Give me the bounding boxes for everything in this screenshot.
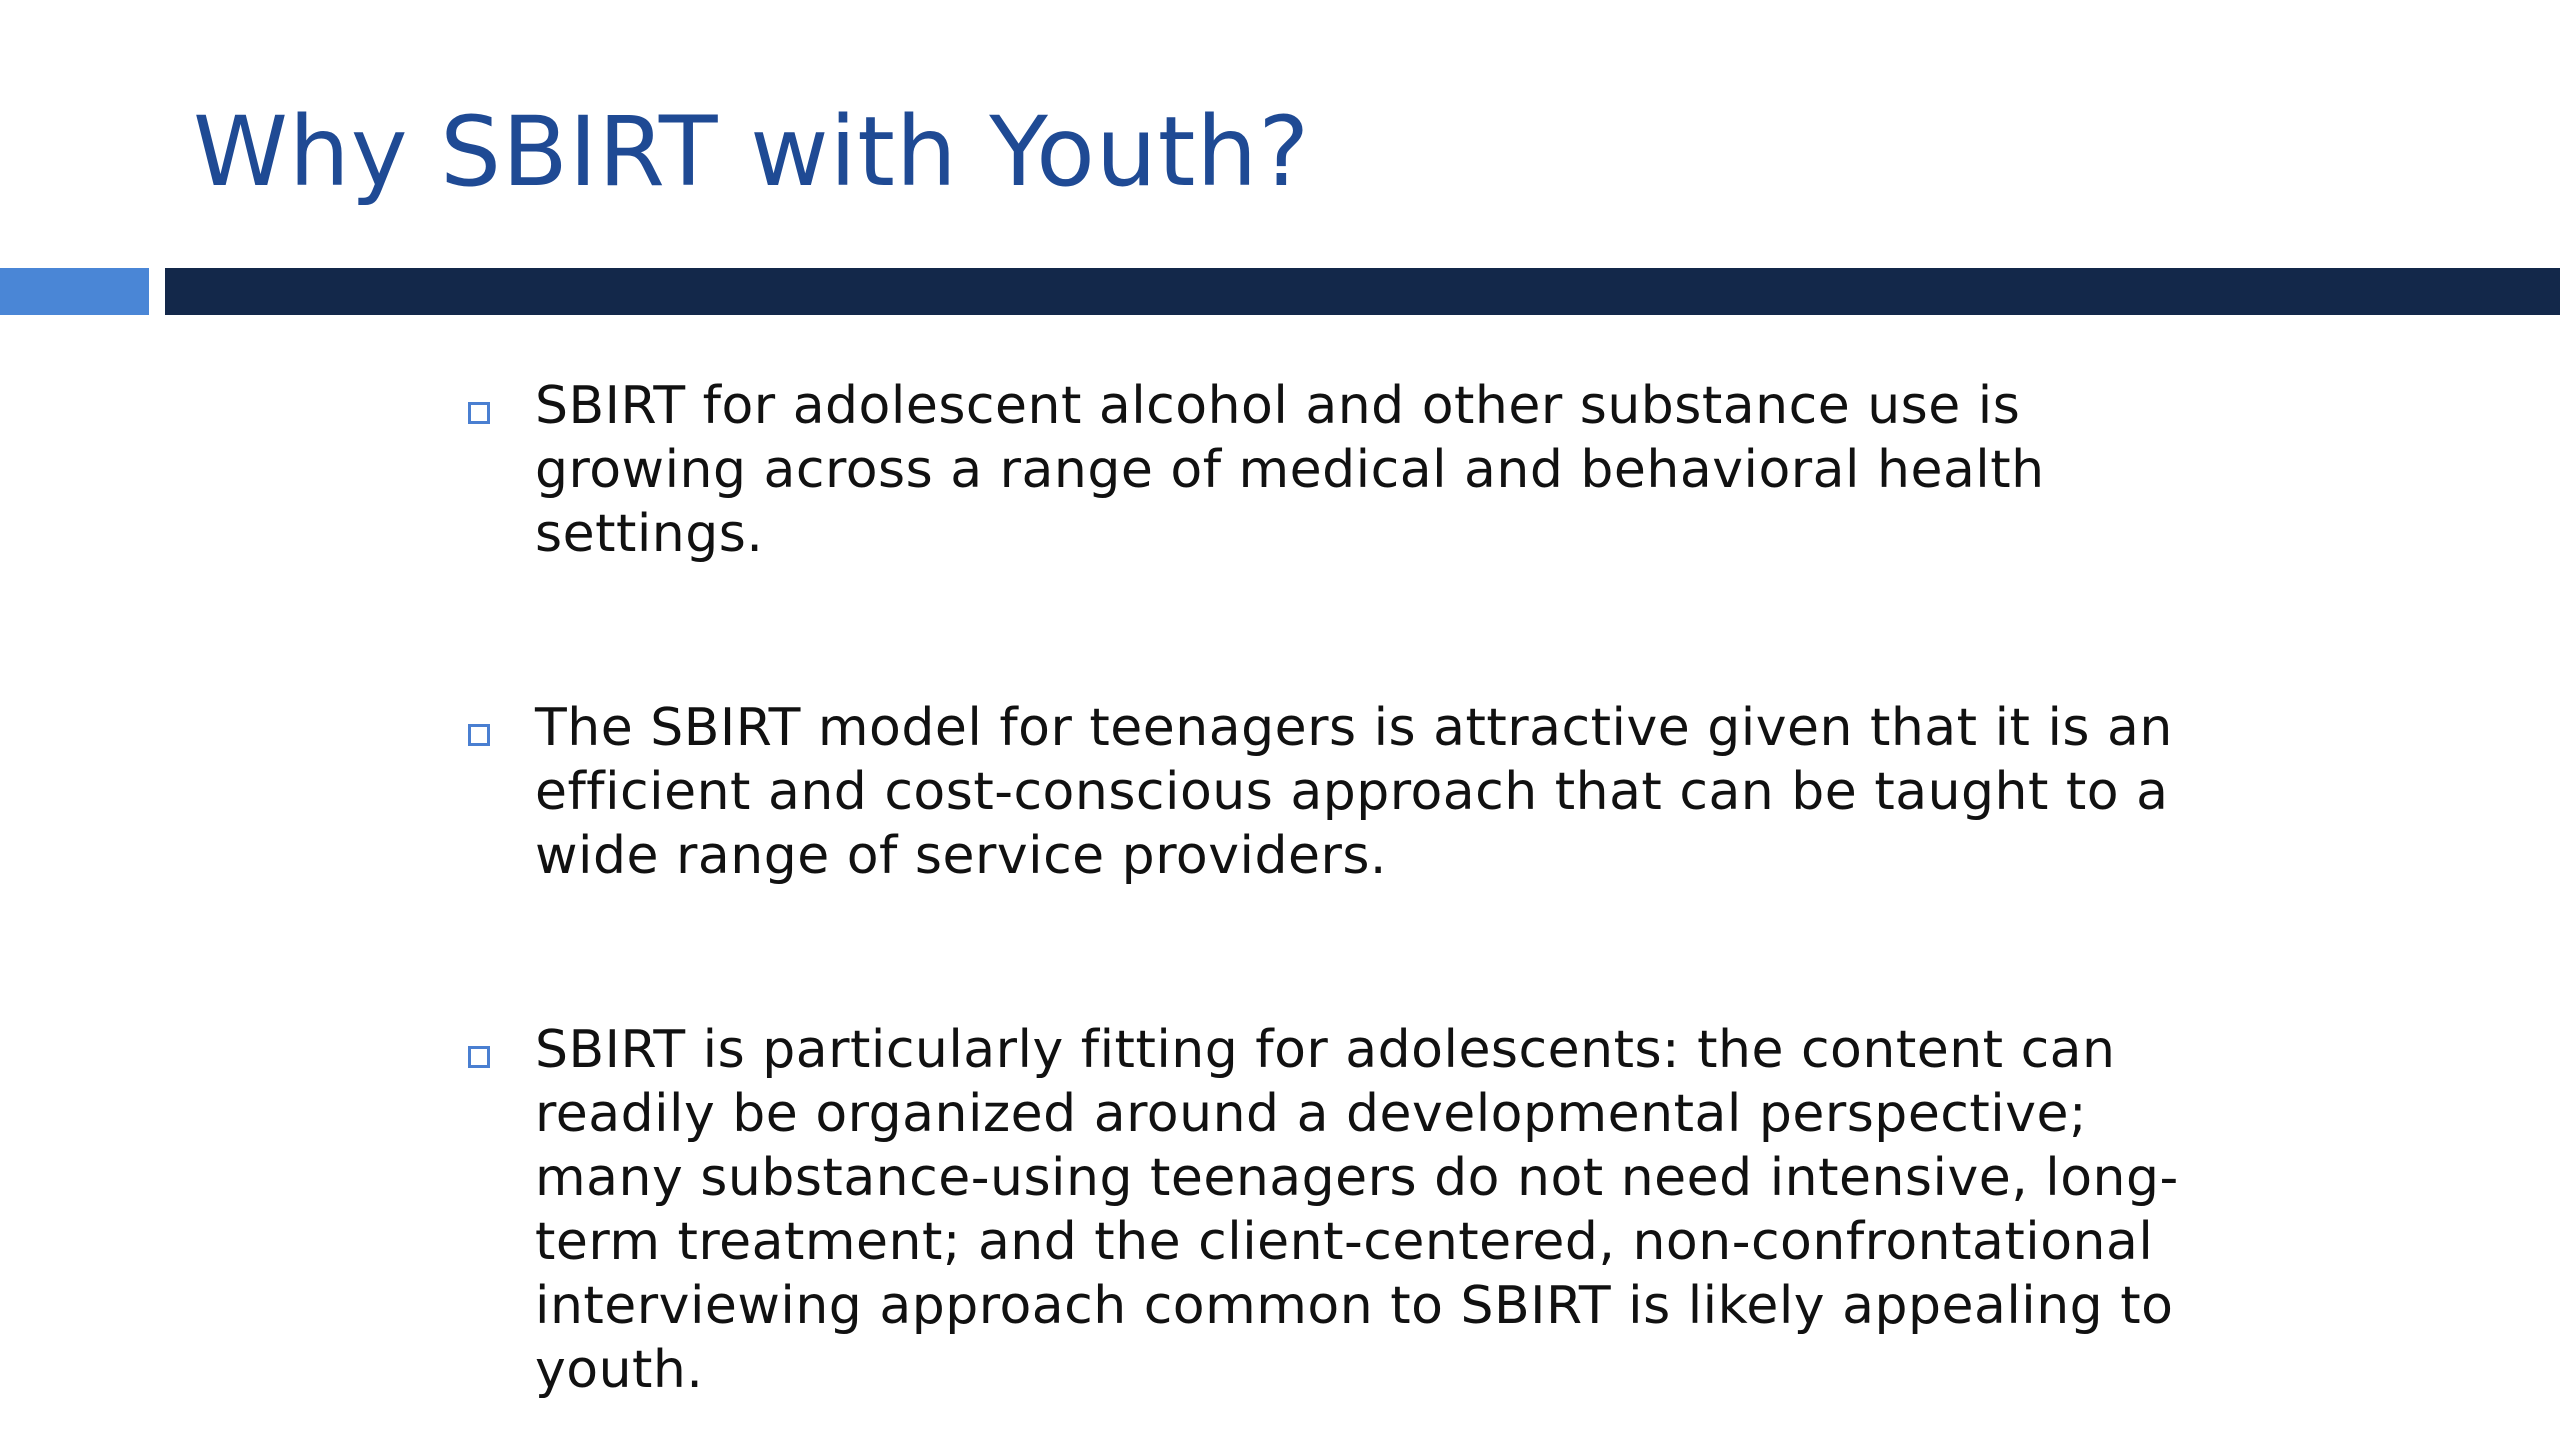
title-divider-bar <box>165 268 2560 315</box>
bullet-text: SBIRT for adolescent alcohol and other substance use is growing across a range of medical and behavioral health settings. <box>535 376 2045 564</box>
square-bullet-icon <box>468 724 490 746</box>
bullet-text: SBIRT is particularly fitting for adolescents: the content can readily be organized around a developmental perspective; many substance-using teenagers do not need intensive, long-term treatment; and the client-centered, non-confrontational interviewing approach common to SBIRT is likely appealing to youth. <box>535 1020 2179 1400</box>
square-bullet-icon <box>468 1046 490 1068</box>
bullet-list <box>468 374 2188 1402</box>
bullet-item <box>468 1018 2188 1402</box>
bullet-item <box>468 374 2188 566</box>
bullet-item <box>468 696 2188 888</box>
title-accent-bar <box>0 268 149 315</box>
slide-title: Why SBIRT with Youth? <box>193 96 1311 208</box>
bullet-text: The SBIRT model for teenagers is attractive given that it is an efficient and cost-conscious approach that can be taught to a wide range of service providers. <box>535 698 2173 886</box>
square-bullet-icon <box>468 402 490 424</box>
